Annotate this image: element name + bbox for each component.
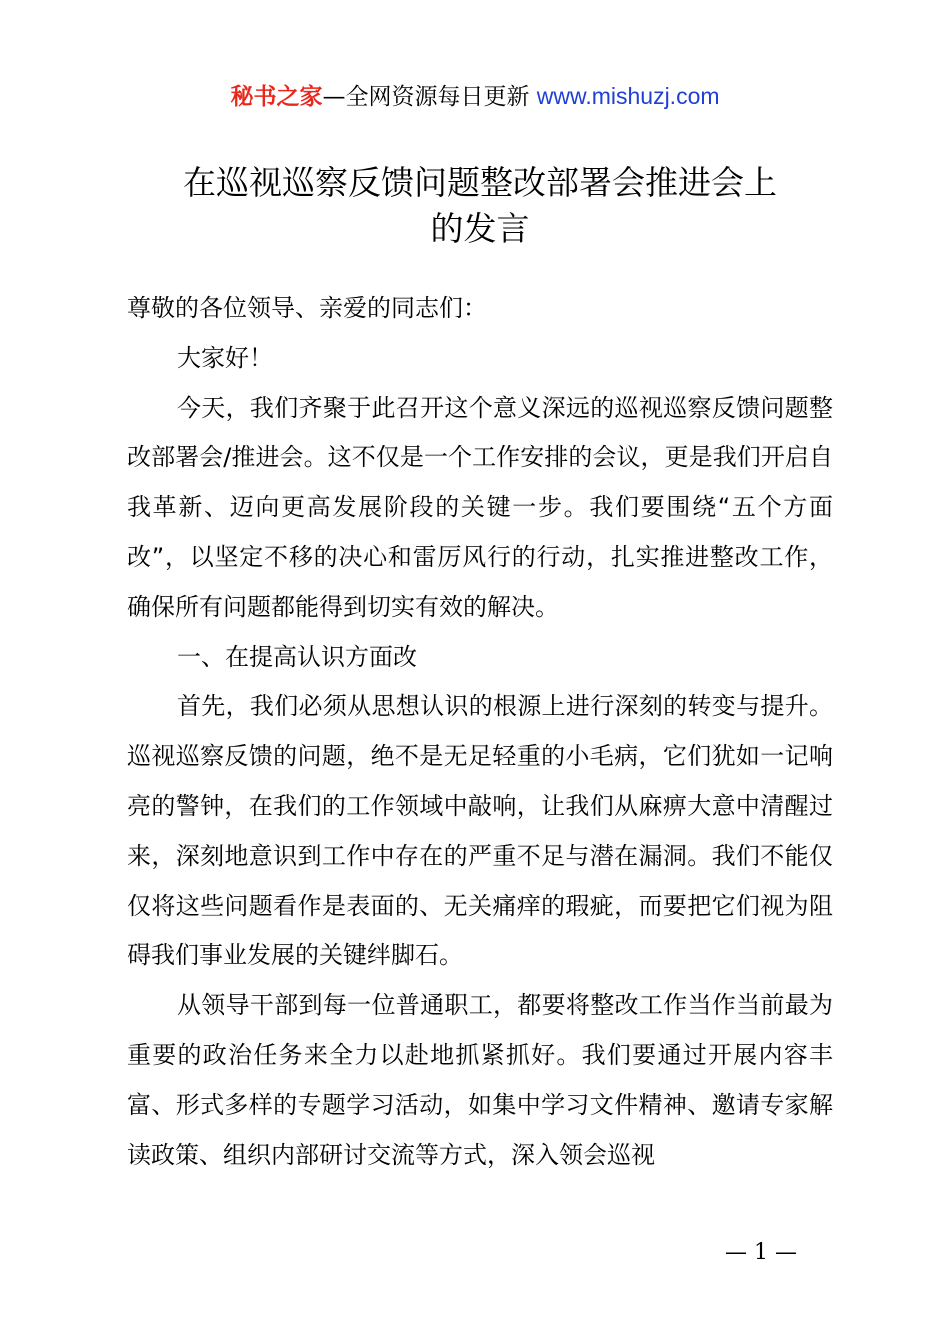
document-title: [130, 160, 830, 252]
site-header: [0, 80, 950, 113]
paragraph-greeting: 大家好！: [177, 343, 273, 372]
page-number: — 1 —: [725, 1240, 797, 1265]
title-line-1: 在巡视巡察反馈问题整改部署会推进会上: [183, 163, 777, 202]
section-heading-1: 一、在提高认识方面改: [177, 642, 417, 671]
document-body: [127, 284, 833, 1180]
site-url[interactable]: www.mishuzj.com: [536, 83, 720, 109]
brand-name: 秘书之家: [230, 84, 323, 110]
title-line-2: 的发言: [430, 209, 530, 248]
header-tagline: —全网资源每日更新: [322, 84, 537, 110]
salutation: 尊敬的各位领导、亲爱的同志们：: [127, 294, 487, 322]
paragraph-intro: 今天，我们齐聚于此召开这个意义深远的巡视巡察反馈问题整改部署会/推进会。这不仅是一个工作安排的会议，更是我们开启自我革新、迈向更高发展阶段的关键一步。我们要围绕“五个方面改”，以坚定不移的决心和雷厉风行的行动，扎实推进整改工作，确保所有问题都能得到切实有效的解决。: [127, 393, 833, 621]
paragraph-study: 从领导干部到每一位普通职工，都要将整改工作当作当前最为重要的政治任务来全力以赴地抓紧抓好。我们要通过开展内容丰富、形式多样的专题学习活动，如集中学习文件精神、邀请专家解读政策、组织内部研讨交流等方式，深入领会巡视: [127, 991, 833, 1169]
paragraph-awareness: 首先，我们必须从思想认识的根源上进行深刻的转变与提升。巡视巡察反馈的问题，绝不是无足轻重的小毛病，它们犹如一记响亮的警钟，在我们的工作领域中敲响，让我们从麻痹大意中清醒过来，深刻地意识到工作中存在的严重不足与潜在漏洞。我们不能仅仅将这些问题看作是表面的、无关痛痒的瑕疵，而要把它们视为阻碍我们事业发展的关键绊脚石。: [127, 692, 833, 970]
